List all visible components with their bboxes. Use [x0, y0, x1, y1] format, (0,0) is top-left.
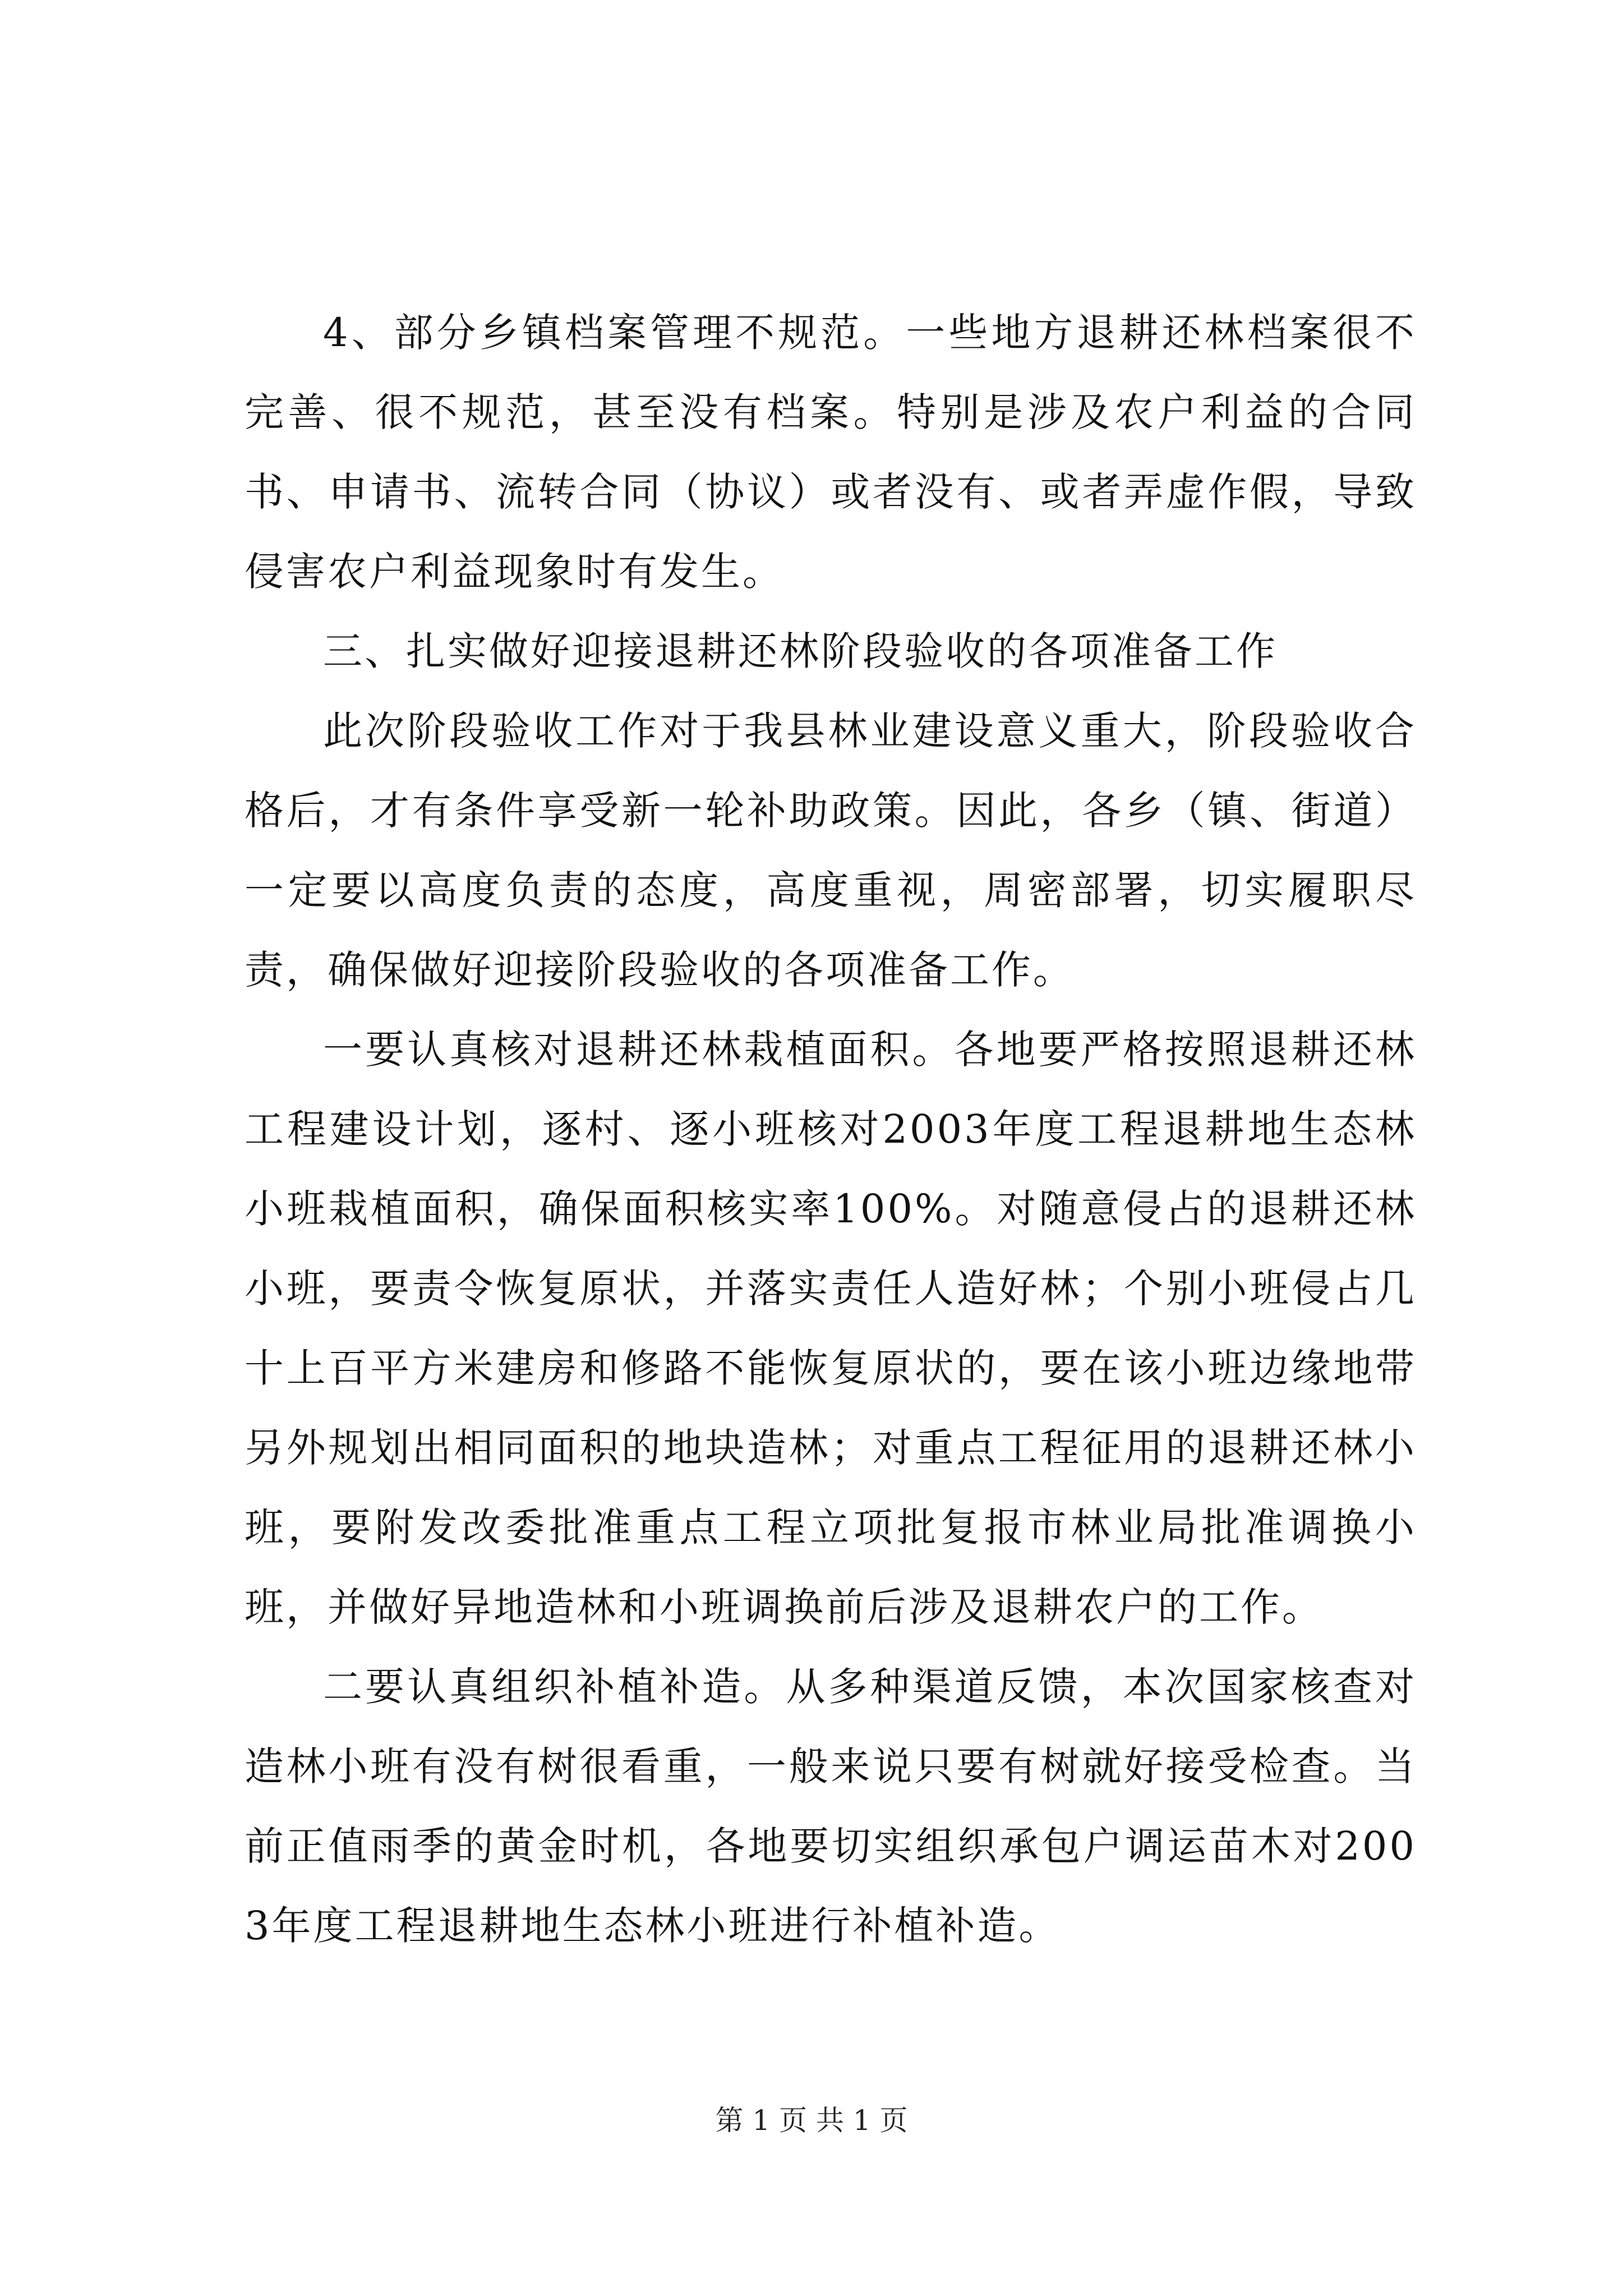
- page-number-footer: 第 1 页 共 1 页: [715, 2104, 908, 2137]
- document-body: [245, 293, 1417, 1966]
- paragraph-acceptance-importance: 此次阶段验收工作对于我县林业建设意义重大，阶段验收合格后，才有条件享受新一轮补助政策。因此，各乡（镇、街道）一定要以高度负责的态度，高度重视，周密部署，切实履职尽责，确保做好迎接阶段验收的各项准备工作。: [245, 708, 1417, 993]
- section-heading-acceptance-preparation: 三、扎实做好迎接退耕还林阶段验收的各项准备工作: [323, 628, 1278, 674]
- paragraph-verify-planting-area: 一要认真核对退耕还林栽植面积。各地要严格按照退耕还林工程建设计划，逐村、逐小班核对2003年度工程退耕地生态林小班栽植面积，确保面积核实率100%。对随意侵占的退耕还林小班，要责令恢复原状，并落实责任人造好林；个别小班侵占几十上百平方米建房和修路不能恢复原状的，要在该小班边缘地带另外规划出相同面积的地块造林；对重点工程征用的退耕还林小班，要附发改委批准重点工程立项批复报市林业局批准调换小班，并做好异地造林和小班调换前后涉及退耕农户的工作。: [245, 1027, 1417, 1630]
- paragraph-archive-management: 4、部分乡镇档案管理不规范。一些地方退耕还林档案很不完善、很不规范，甚至没有档案。特别是涉及农户利益的合同书、申请书、流转合同（协议）或者没有、或者弄虚作假，导致侵害农户利益现象时有发生。: [245, 310, 1417, 595]
- paragraph-replanting: 二要认真组织补植补造。从多种渠道反馈，本次国家核查对造林小班有没有树很看重，一般来说只要有树就好接受检查。当前正值雨季的黄金时机，各地要切实组织承包户调运苗木对2003年度工程退耕地生态林小班进行补植补造。: [245, 1664, 1417, 1949]
